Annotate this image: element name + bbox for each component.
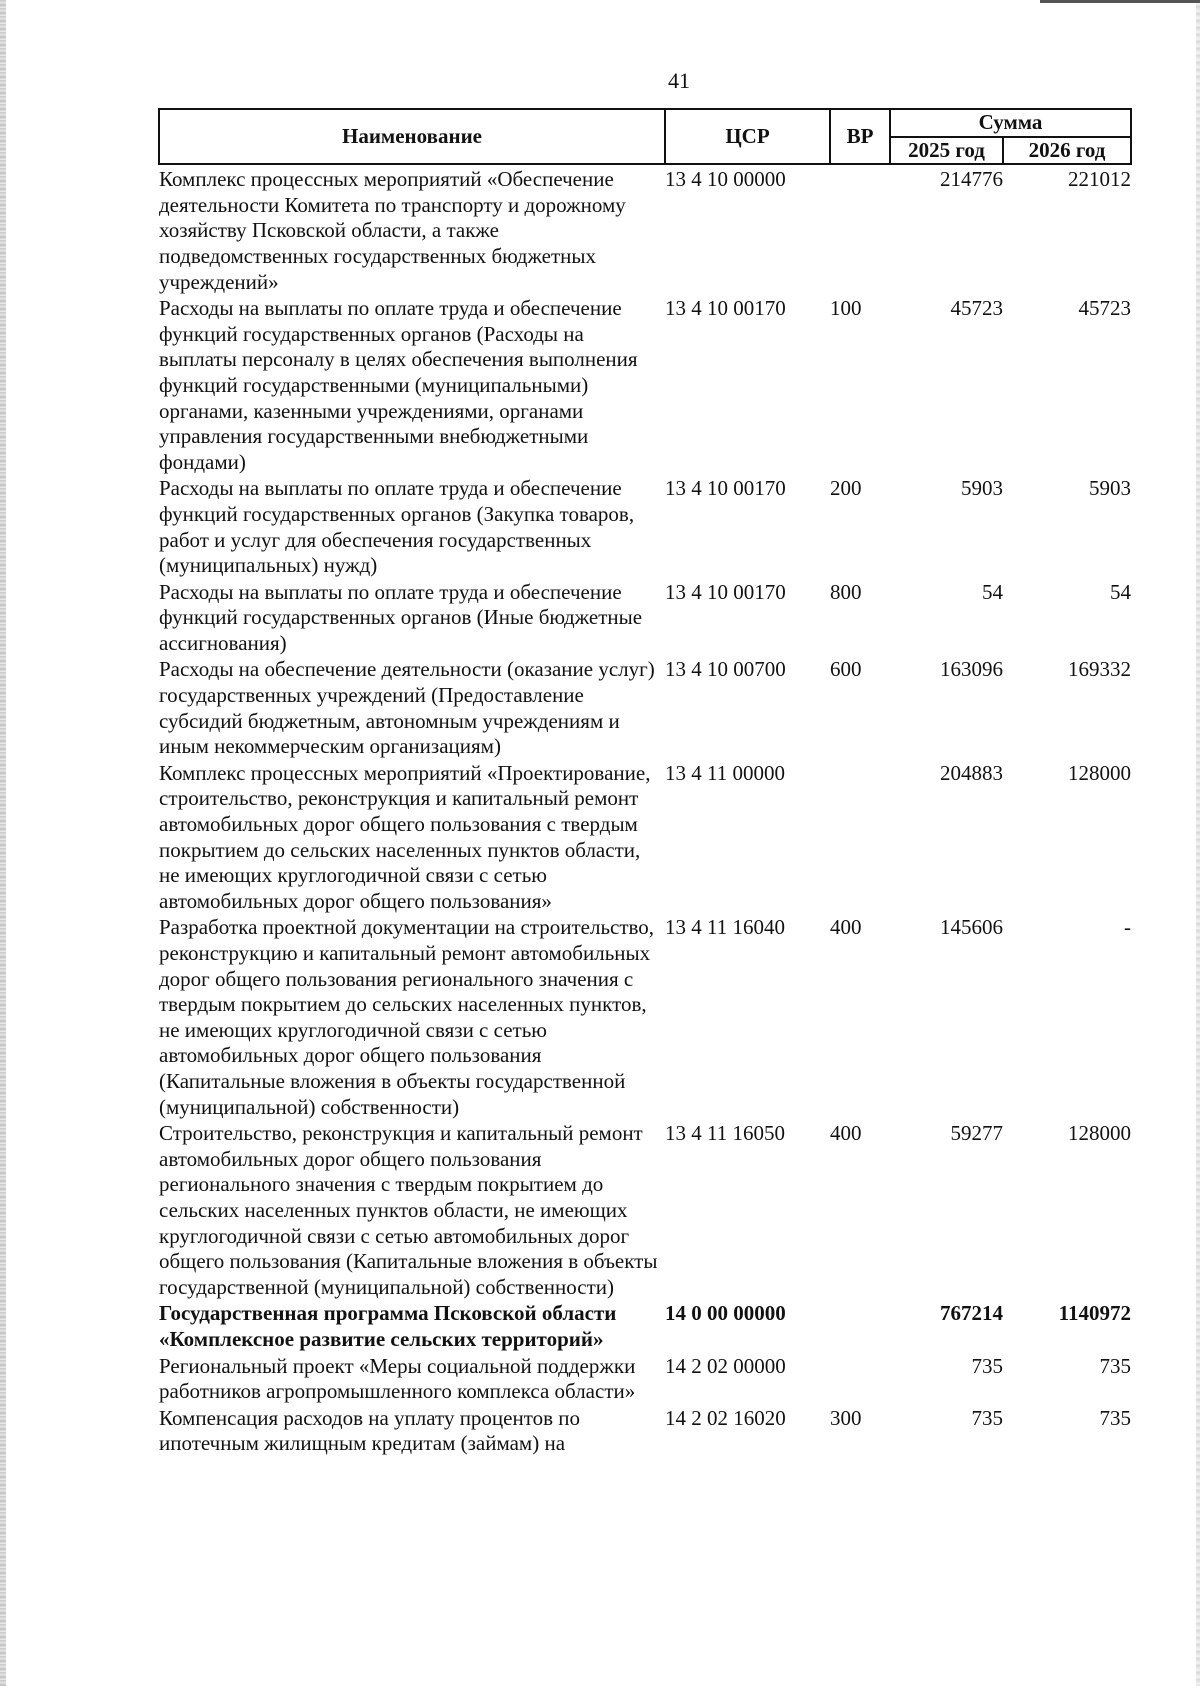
table-row [159,1354,1131,1406]
row-sum-2026: 735 [1099,1405,1131,1430]
row-sum-2026: - [1124,915,1131,940]
table-row [159,657,1131,760]
table-row [159,476,1131,579]
row-sum-2026: 5903 [1089,476,1131,501]
row-sum-2025: 163096 [940,657,1003,682]
row-sum-2026: 1140972 [1058,1301,1131,1326]
row-csr: 13 4 10 00170 [665,476,786,501]
row-sum-2026: 221012 [1068,167,1131,192]
header-2026: 2026 год [1003,137,1131,165]
row-sum-2025: 5903 [961,476,1003,501]
row-csr: 14 0 00 00000 [665,1301,786,1326]
table-row [159,296,1131,476]
row-name: Расходы на выплаты по оплате труда и обеспечение функций государственных органов (Расходы на выплаты персоналу в целях обеспечения выполнения функций государственными (муниципальными) органами, казенными учреждениями, органами управления государственными внебюджетными фондами) [159,296,638,474]
row-sum-2025: 59277 [950,1121,1003,1146]
row-vr: 600 [830,657,862,682]
row-csr: 13 4 10 00000 [665,167,786,192]
row-sum-2025: 45723 [950,296,1003,321]
table-row [159,1406,1131,1458]
row-sum-2025: 735 [971,1405,1003,1430]
row-name: Региональный проект «Меры социальной поддержки работников агропромышленного комплекса области» [159,1353,636,1404]
row-vr: 800 [830,579,862,604]
header-2025: 2025 год [890,137,1003,165]
row-vr: 300 [830,1405,862,1430]
row-sum-2025: 145606 [940,915,1003,940]
row-vr [830,761,890,916]
row-csr: 13 4 10 00700 [665,657,786,682]
header-sum: Сумма [890,109,1131,137]
row-vr: 100 [830,296,862,321]
table-row [159,1121,1131,1301]
row-sum-2025: 204883 [940,760,1003,785]
page-number: 41 [668,68,690,93]
row-csr: 13 4 11 16050 [665,1121,785,1146]
header-name: Наименование [159,109,665,164]
scan-edge-left [0,0,6,1686]
row-name: Комплекс процессных мероприятий «Обеспечение деятельности Комитета по транспорту и дорожному хозяйству Псковской области, а также подведомственных государственных бюджетных учреждений» [159,167,626,294]
row-sum-2026: 128000 [1068,1121,1131,1146]
row-vr [830,164,890,296]
row-vr [830,1354,890,1406]
row-sum-2026: 54 [1110,579,1131,604]
table-row [159,580,1131,658]
row-name: Строительство, реконструкция и капитальный ремонт автомобильных дорог общего пользования регионального значения с твердым покрытием до сельских населенных пунктов области, не имеющих круглогодичной связи с сетью автомобильных дорог общего пользования (Капитальные вложения в объекты государственной (муниципальной) собственности) [159,1121,658,1299]
header-vr: ВР [830,109,890,164]
header-csr: ЦСР [665,109,830,164]
table-row [159,164,1131,296]
row-name: Расходы на выплаты по оплате труда и обеспечение функций государственных органов (Закупка товаров, работ и услуг для обеспечения государственных (муниципальных) нужд) [159,476,635,578]
row-sum-2026: 169332 [1068,657,1131,682]
row-name: Разработка проектной документации на строительство, реконструкцию и капитальный ремонт автомобильных дорог общего пользования регионального значения с твердым покрытием до сельских населенных пунктов, не имеющих круглогодичной связи с сетью автомобильных дорог общего пользования (Капитальные вложения в объекты государственной (муниципальной) собственности) [159,915,655,1119]
table-row [159,761,1131,916]
row-csr: 14 2 02 00000 [665,1353,786,1378]
row-vr: 400 [830,1121,862,1146]
row-vr [830,1301,890,1353]
row-name: Расходы на обеспечение деятельности (оказание услуг) государственных учреждений (Предоставление субсидий бюджетным, автономным учреждениям и иным некоммерческим организациям) [159,657,655,759]
table-row [159,915,1131,1121]
row-csr: 14 2 02 16020 [665,1405,786,1430]
row-csr: 13 4 11 16040 [665,915,785,940]
row-sum-2025: 214776 [940,167,1003,192]
row-sum-2026: 735 [1099,1353,1131,1378]
row-vr: 200 [830,476,862,501]
row-vr: 400 [830,915,862,940]
scan-mark [1040,0,1200,3]
row-name: Государственная программа Псковской области «Комплексное развитие сельских территорий» [159,1301,617,1351]
scan-edge-right [1196,0,1200,1686]
row-csr: 13 4 10 00170 [665,296,786,321]
row-sum-2025: 54 [982,579,1003,604]
table-row-program [159,1301,1131,1353]
row-csr: 13 4 11 00000 [665,760,785,785]
row-sum-2026: 45723 [1078,296,1131,321]
row-sum-2025: 767214 [940,1301,1003,1326]
row-csr: 13 4 10 00170 [665,579,786,604]
row-sum-2026: 128000 [1068,760,1131,785]
row-name: Комплекс процессных мероприятий «Проектирование, строительство, реконструкция и капитальный ремонт автомобильных дорог общего пользования с твердым покрытием до сельских населенных пунктов области, не имеющих круглогодичной связи с сетью автомобильных дорог общего пользования» [159,760,651,913]
row-sum-2025: 735 [971,1353,1003,1378]
budget-table [158,108,1132,1458]
row-name: Компенсация расходов на уплату процентов по ипотечным жилищным кредитам (займам) на [159,1405,581,1456]
row-name: Расходы на выплаты по оплате труда и обеспечение функций государственных органов (Иные бюджетные ассигнования) [159,579,643,655]
